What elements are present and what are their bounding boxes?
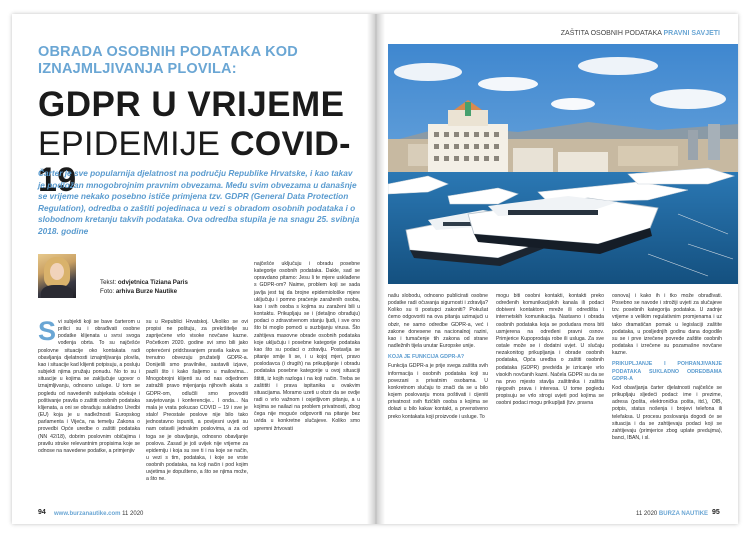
left-column-2 [146, 319, 248, 484]
article-kicker: OBRADA OSOBNIH PODATAKA KOD IZNAJMLJIVANJA PLOVILA: [38, 44, 298, 77]
photo-credit: Foto: arhiva Burze Nautike [100, 287, 178, 295]
spine-shadow [367, 14, 385, 524]
subheading-data-collection: PRIKUPLJANJE I POHRANJIVANJE PODATAKA SUKLADNO ODREDBAMA GDPR-A [612, 361, 722, 382]
page-number-left: 94 [38, 509, 46, 516]
article-credits [100, 279, 188, 296]
left-page [12, 14, 374, 524]
page-number-right: 95 [712, 509, 720, 516]
headline-bold-part: COVID-19 [38, 125, 351, 199]
column-text: mogu biti osobni kontakti, kontakti preko određenih komunikacijskih kanala ili podaci dobiveni kontaktom mreže ili odredišta i internetskih komunikacija. Nastavno i obrada osobnih podataka koja se podudara mora biti usmjerena na određeni pravni osnov. Primjerice Kupoprodaja robe ili usluga. Za sve ostale može se i dodatni uvjet. U slučaju nezakonitog prikupljanja i obrade osobnih podataka, Opća uredba o zaštiti osobnih podataka (GDPR) predviđa je izricanje vrlo visokih novčanih kazni. Načela GDPR su da se na prvo mjesto stavlja zaštitnika i zaštita njegovih prava i interesa. U tome pogledu propisuju se vrlo strogi uvjeti pod kojima se osobni podaci mogu prikupljati (tzv. pravna [496, 293, 604, 407]
footer-left [54, 511, 143, 517]
column-text: Funkcija GDPR-a je prije svega zaštita svih informacija i osobnih podataka koji su povezani s privatnim osobama. U konkretnom slučaju to znači da se u bilo kojem poslovanju mora poštivati i cijeniti privatnost svih fizičkih osoba s kojima se dolazi u bilo kakav kontakt, a prvenstveno preko kontakata koji proizvode i usluge. To [388, 363, 488, 420]
article-lead: Čarter je sve popularnija djelatnost na području Republike Hrvatske, i kao takav je podložan mnogobrojnim pravnim obvezama. Među svim obvezama u današnje se vrijeme nekako posebno ističe primjena tzv. GDPR (General Data Protection Regulation), odredba o zaštiti pojedinaca u vezi s obradom osobnih podataka i o slobodnom kretanju takvih podataka. Ova odredba stupila je na snagu 25. svibnja 2018. godine [38, 168, 360, 236]
right-page [376, 14, 738, 524]
left-column-1 [38, 316, 140, 455]
issue-date: 11 2020 [636, 511, 658, 517]
magazine-url[interactable]: www.burzanautike.com [54, 511, 121, 517]
headline-light-part: EPIDEMIJE [38, 125, 230, 163]
drop-cap: S [38, 316, 57, 346]
section-tag: ZAŠTITA OSOBNIH PODATAKA PRAVNI SAVJETI [560, 30, 720, 37]
author-photo [38, 254, 76, 298]
column-text: najčešće uključuju i obradu posebne kategorije osobnih podataka. Dakle, sad se opravdano pitamo: Jesu li te mjere usklađene s GDPR-om? Naime, problem koji se sada javlja jest taj da brojne epidemiološke mjere uključuju i pomno praćenje zaraženih osoba, kao i svih osoba s kojima su zaraženi bili u kontaktu. Prikupljaju se i (detaljno obrađuju) podaci o zdravstvenom stanju ljudi, i sve ono što bi moglo pomoći u suzbijanju virusa. Što zahtijeva masovne obrade osobnih podataka koje uključuju i posebne kategorije podataka kao što su podaci o zdravlju. Postavlja se pitanje smije li se, i u kojoj mjeri, pravo poslodavca (i drugih) na prikupljanje i obradu podataka posebne kategorije u ovoj situaciji štititi, iz kojih razloga i na koji način. Treba se zaštititi i prava ispitanika u ovakvim situacijama. Moramo uzeti u obzir da se ovdje radi o vrlo važnom i osjetljivom pitanju, a u kojima se nailazi na problem privatnosti, zbog čega nije moguće odgovoriti na pitanje bez uvida u konkretne slučajeve. Koliko smo spremni žrtvovati [254, 261, 360, 432]
column-text: našu slobodu, odnosno publicirati osobne podatke radi očuvanja sigurnosti i zdravlja? Koliko su ti postupci zakoniti? Pokušat ćemo odgovoriti na ova pitanja uzimajući u obzir, ne samo odredbe GDPR-a, već i zakone donesene na nacionalnoj razini, kao i tumačenje tih zakona od strane nadležnih tijela unutar Europske unije. [388, 293, 488, 350]
column-text: osnova) i kako ih i tko može obrađivati. Posebno se navode i strožiji uvjeti za slučajeve tzv. posebnih kategorija podataka. U zadnje vrijeme s velikim regulativnim promjenama i uz tako dramatičan pomak u legislaciji zaštite podataka, u posljednjih godinu dana dogodile su se i prve izrečene povrede zaštite osobnih podataka i izrečene su pozamašne novčane kazne. [612, 293, 722, 357]
magazine-spread [12, 14, 738, 524]
issue-date: 11 2020 [122, 511, 144, 517]
column-text: Kod obavljanja čarter djelatnosti najčešće se prikupljaju sljedeći podaci: ime i prezime, adresa (pošta, elektronička pošta, itd.), OIB, potpis, status nošenja i brojevi telefona ili telefaksa. U procesu poslovanja dogodi će se situacija i da se zahtijevaju podaci koji se zahtijevaju (primjerice zbog uplate predujma), banci, IBAN, i sl. [612, 384, 722, 441]
magazine-name: BURZA NAUTIKE [658, 511, 709, 517]
column-text: su u Republici Hrvatskoj. Ukoliko se ovi propisi ne poštuju, za prekršitelje su zaprijećene vrlo visoke novčane kazne. Početkom 2020. godine svi smo bili jako opterećeni pridržavanjem pravila kakva se trenutno obvezuju pružatelji GDPR-a. Doniješli smo pravilnike, sastavili izjave, pazili što i kako šaljemo u mailovima... Mnogobrojni klijenti su od nas odjednom zatražili pravo mijenjanja njihovih akata s GDPR-om, odlučili smo provoditi savjetovanja i konferencije... I onda... Na mala je vrata pokucao COVID – 19 i sve je stalo! Preostale poslove nije bilo tako jednostavno ispuniti, a povijesni uvjeti su nam ostavili jednakim poslovima, a za od toga se je obavljanja, odnosno obavljanje poslova. Zasad je još uvijek nije vrijeme za epidemiju i koja su sve ti i na koje se način, u vezi s tim, podataka, i koje se vrste osobnih podataka, na koji način i pod kojim uvjetima je dopušteno, a što se njima može, a što ne. [146, 319, 248, 483]
right-column-2 [496, 293, 604, 408]
column-text: vi subjekti koji se bave čarterom u prilici su i obrađivati osobne podatke klijenata u svrsi svoga vođenja obrta. To su najčešće poslovne situacije oko kontakata radi obavljanja djelatnosti iznajmljivanja plovila, kao i situacije kad klijenti potpisuju, a posluju subjekti njima pružaju ponudu. No to su i situacije u kojima se zaključuje ugovor o iznajmljivanju, odnosno usluge. U tom se pogledu od navedenih subjekata očekuje i poštivanje pravila o zaštiti osobnih podataka klijenata, a oni se obrađuju sukladno Uredbi (EU) koja je u nadležnosti Europskog parlamenta i Vijeća, na temelju Zakona o provedbi Opće uredbe o zaštiti podataka (NN 42/18), dobrim poslovnim običajima i pravilu struke relevantnim propisima koje se odnose na navedene podatke, a primjenjiv [38, 319, 140, 454]
headline-line-1: GDPR U VRIJEME [38, 85, 345, 124]
yacht-marina-photo [388, 44, 738, 284]
subheading-gdpr-function: KOJA JE FUNKCIJA GDPR-A? [388, 354, 465, 361]
author-credit: Tekst: odvjetnica Tiziana Paris [100, 279, 188, 286]
right-column-3 [612, 293, 722, 442]
right-column-1 [388, 293, 488, 421]
footer-right [636, 511, 708, 517]
left-column-3 [254, 261, 360, 433]
